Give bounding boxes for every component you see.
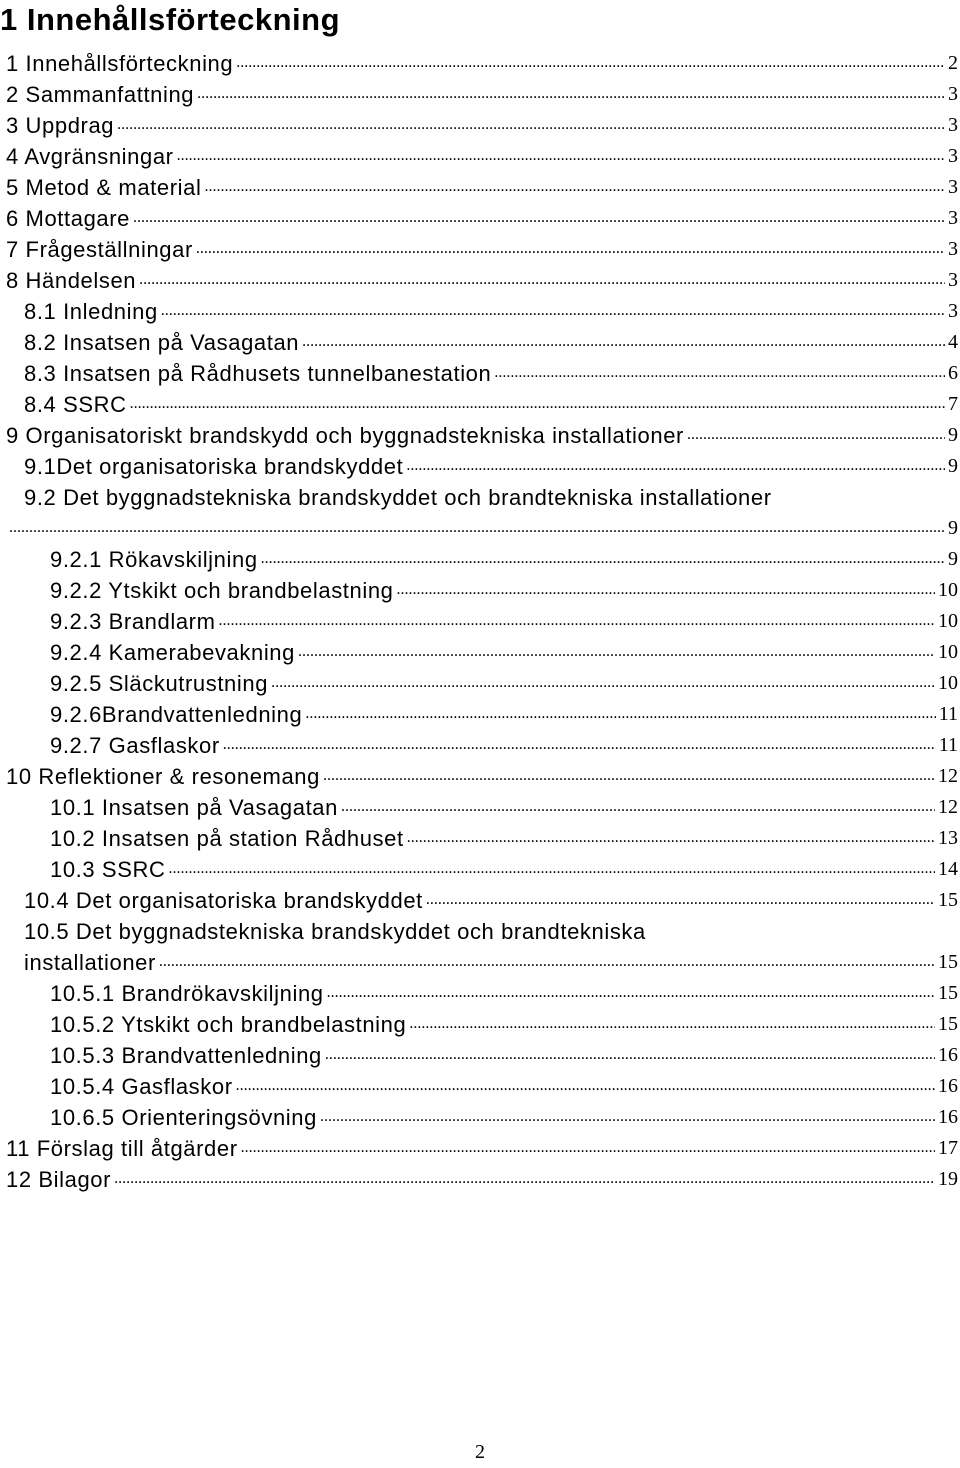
- toc-entry[interactable]: [0, 200, 960, 231]
- toc-entry-title: 10.5.1 Brandrökavskiljning: [50, 981, 324, 1006]
- toc-entry[interactable]: [0, 572, 960, 603]
- toc-entry-page: 10: [938, 641, 958, 663]
- toc-entry-page: 15: [938, 1013, 958, 1035]
- toc-entry-title: 9.2.7 Gasflaskor: [50, 733, 220, 758]
- toc-entry[interactable]: [0, 603, 960, 634]
- dot-leader: [341, 798, 935, 816]
- dot-leader: [223, 736, 936, 754]
- toc-entry[interactable]: [0, 820, 960, 851]
- dot-leader: [168, 860, 935, 878]
- toc-entry[interactable]: [0, 541, 960, 572]
- toc-heading: 1 Innehållsförteckning: [0, 2, 341, 37]
- toc-entry[interactable]: [0, 1037, 960, 1068]
- dot-leader: [687, 426, 945, 444]
- toc-entry[interactable]: [0, 1130, 960, 1161]
- toc-entry-page: 16: [938, 1044, 958, 1066]
- toc-entry-page: 3: [948, 114, 958, 136]
- toc-entry[interactable]: [0, 448, 960, 479]
- toc-entry-title: 10.5.3 Brandvattenledning: [50, 1043, 322, 1068]
- toc-entry-title: 10.3 SSRC: [50, 857, 166, 882]
- dot-leader: [139, 271, 945, 289]
- toc-entry-title: 10.4 Det organisatoriska brandskyddet: [24, 888, 423, 913]
- dot-leader: [133, 209, 945, 227]
- toc-entry-title: 5 Metod & material: [6, 175, 202, 200]
- dot-leader: [409, 1015, 935, 1033]
- toc-entry-title: 9.2.1 Rökavskiljning: [50, 547, 258, 572]
- toc-entry[interactable]: [0, 355, 960, 386]
- toc-entry-page: 3: [948, 300, 958, 322]
- dot-leader: [325, 1046, 935, 1064]
- toc-entry-title: 9 Organisatoriskt brandskydd och byggnadstekniska installationer: [6, 423, 684, 448]
- dot-leader: [298, 643, 935, 661]
- toc-entry-page: 19: [938, 1168, 958, 1190]
- toc-entry-page: 14: [938, 858, 958, 880]
- toc-entry-page: 2: [948, 52, 958, 74]
- toc-entry-page: 3: [948, 83, 958, 105]
- toc-entry-title: 1 Innehållsförteckning: [6, 51, 234, 76]
- toc-entry[interactable]: [0, 324, 960, 355]
- dot-leader: [327, 984, 935, 1002]
- toc-entry-title: 9.2.2 Ytskikt och brandbelastning: [50, 578, 394, 603]
- toc-entry-title: 11 Förslag till åtgärder: [6, 1136, 238, 1161]
- toc-entry[interactable]: [0, 76, 960, 107]
- dot-leader: [117, 116, 945, 134]
- toc-entry-page: 3: [948, 145, 958, 167]
- toc-entry-page: 12: [938, 796, 958, 818]
- toc-entry[interactable]: [0, 1161, 960, 1192]
- dot-leader: [323, 767, 935, 785]
- toc-entry-page: 15: [938, 982, 958, 1004]
- toc-entry-page: 6: [948, 362, 958, 384]
- toc-entry-page: 3: [948, 176, 958, 198]
- toc-entry-page: 7: [948, 393, 958, 415]
- toc-entry-page: 3: [948, 238, 958, 260]
- toc-entry[interactable]: [0, 758, 960, 789]
- toc-entry-page: 3: [948, 269, 958, 291]
- toc-entry-continuation[interactable]: [0, 944, 960, 975]
- dot-leader: [204, 178, 945, 196]
- toc-entry-title: 9.2.6Brandvattenledning: [50, 702, 303, 727]
- dot-leader: [302, 333, 945, 351]
- toc-entry[interactable]: [0, 913, 960, 944]
- toc-entry[interactable]: [0, 882, 960, 913]
- toc-entry[interactable]: [0, 479, 960, 510]
- dot-leader: [9, 519, 945, 537]
- toc-entry-page: 3: [948, 207, 958, 229]
- toc-entry-page: 15: [938, 951, 958, 973]
- toc-entry-title: 9.1Det organisatoriska brandskyddet: [24, 454, 404, 479]
- toc-entry[interactable]: [0, 45, 960, 76]
- toc-entry[interactable]: [0, 789, 960, 820]
- dot-leader: [271, 674, 935, 692]
- dot-leader: [305, 705, 935, 723]
- dot-leader: [261, 550, 945, 568]
- toc-entry-page: 9: [948, 548, 958, 570]
- toc-entry[interactable]: [0, 293, 960, 324]
- toc-entry-page: 9: [948, 455, 958, 477]
- toc-entry-title: 10.1 Insatsen på Vasagatan: [50, 795, 338, 820]
- toc-entry-title: 9.2.4 Kamerabevakning: [50, 640, 295, 665]
- toc-entry-page: 4: [948, 331, 958, 353]
- toc-entry-title: 8.3 Insatsen på Rådhusets tunnelbanestation: [24, 361, 492, 386]
- dot-leader: [236, 1077, 935, 1095]
- toc-entry[interactable]: [0, 1006, 960, 1037]
- toc-entry-page: 17: [938, 1137, 958, 1159]
- toc-entry-title: 7 Frågeställningar: [6, 237, 193, 262]
- toc-entry-title: 9.2.3 Brandlarm: [50, 609, 216, 634]
- toc-entry-page: 10: [938, 579, 958, 601]
- toc-entry[interactable]: [0, 727, 960, 758]
- toc-entry-title: 8 Händelsen: [6, 268, 137, 293]
- dot-leader: [407, 829, 935, 847]
- toc-entry-page: 15: [938, 889, 958, 911]
- table-of-contents: [0, 45, 960, 1192]
- toc-entry-title: 9.2 Det byggnadstekniska brandskyddet och brandtekniska installationer: [24, 485, 772, 510]
- toc-entry[interactable]: [0, 975, 960, 1006]
- toc-entry-title: 10.5.2 Ytskikt och brandbelastning: [50, 1012, 407, 1037]
- toc-entry[interactable]: [0, 634, 960, 665]
- toc-entry-title: 8.4 SSRC: [24, 392, 127, 417]
- toc-entry[interactable]: [0, 107, 960, 138]
- toc-entry-title: 8.2 Insatsen på Vasagatan: [24, 330, 300, 355]
- toc-entry-title: 3 Uppdrag: [6, 113, 115, 138]
- toc-entry[interactable]: [0, 386, 960, 417]
- dot-leader: [130, 395, 945, 413]
- dot-leader: [397, 581, 936, 599]
- toc-entry[interactable]: [0, 665, 960, 696]
- toc-entry[interactable]: [0, 696, 960, 727]
- toc-entry[interactable]: [0, 1068, 960, 1099]
- dot-leader: [406, 457, 945, 475]
- toc-entry-title: 10.2 Insatsen på station Rådhuset: [50, 826, 404, 851]
- toc-entry-page: 16: [938, 1075, 958, 1097]
- toc-entry-title-continuation: installationer: [24, 950, 156, 975]
- dot-leader: [494, 364, 945, 382]
- toc-entry-title: 10.5 Det byggnadstekniska brandskyddet och brandtekniska: [24, 919, 646, 944]
- toc-entry-title: 10.6.5 Orienteringsövning: [50, 1105, 317, 1130]
- dot-leader: [197, 85, 945, 103]
- dot-leader: [320, 1108, 935, 1126]
- page-number: 2: [475, 1441, 485, 1463]
- dot-leader: [236, 54, 945, 72]
- dot-leader: [219, 612, 935, 630]
- toc-entry-title: 8.1 Inledning: [24, 299, 158, 324]
- toc-entry-title: 2 Sammanfattning: [6, 82, 195, 107]
- toc-entry[interactable]: [0, 169, 960, 200]
- toc-entry[interactable]: [0, 417, 960, 448]
- toc-entry-title: 10 Reflektioner & resonemang: [6, 764, 320, 789]
- toc-entry[interactable]: [0, 262, 960, 293]
- dot-leader: [159, 953, 935, 971]
- dot-leader: [426, 891, 935, 909]
- toc-entry-page: 12: [938, 765, 958, 787]
- toc-entry-page: 9: [948, 517, 958, 539]
- dot-leader: [241, 1139, 935, 1157]
- toc-entry-title: 12 Bilagor: [6, 1167, 112, 1192]
- toc-entry-page: 13: [938, 827, 958, 849]
- toc-entry-page: 16: [938, 1106, 958, 1128]
- toc-entry-title: 9.2.5 Släckutrustning: [50, 671, 269, 696]
- dot-leader: [161, 302, 945, 320]
- toc-entry-page: 10: [938, 610, 958, 632]
- toc-entry[interactable]: [0, 231, 960, 262]
- dot-leader: [177, 147, 945, 165]
- toc-entry[interactable]: [0, 851, 960, 882]
- toc-entry-page: 11: [938, 703, 958, 725]
- toc-entry[interactable]: [0, 1099, 960, 1130]
- toc-entry-title: 6 Mottagare: [6, 206, 131, 231]
- toc-entry-page: 9: [948, 424, 958, 446]
- toc-entry-page: 11: [938, 734, 958, 756]
- toc-entry[interactable]: [0, 138, 960, 169]
- toc-entry-title: 10.5.4 Gasflaskor: [50, 1074, 233, 1099]
- toc-entry-page: 10: [938, 672, 958, 694]
- toc-entry-continuation[interactable]: [0, 510, 960, 541]
- dot-leader: [196, 240, 945, 258]
- toc-entry-title: 4 Avgränsningar: [6, 144, 174, 169]
- dot-leader: [114, 1170, 935, 1188]
